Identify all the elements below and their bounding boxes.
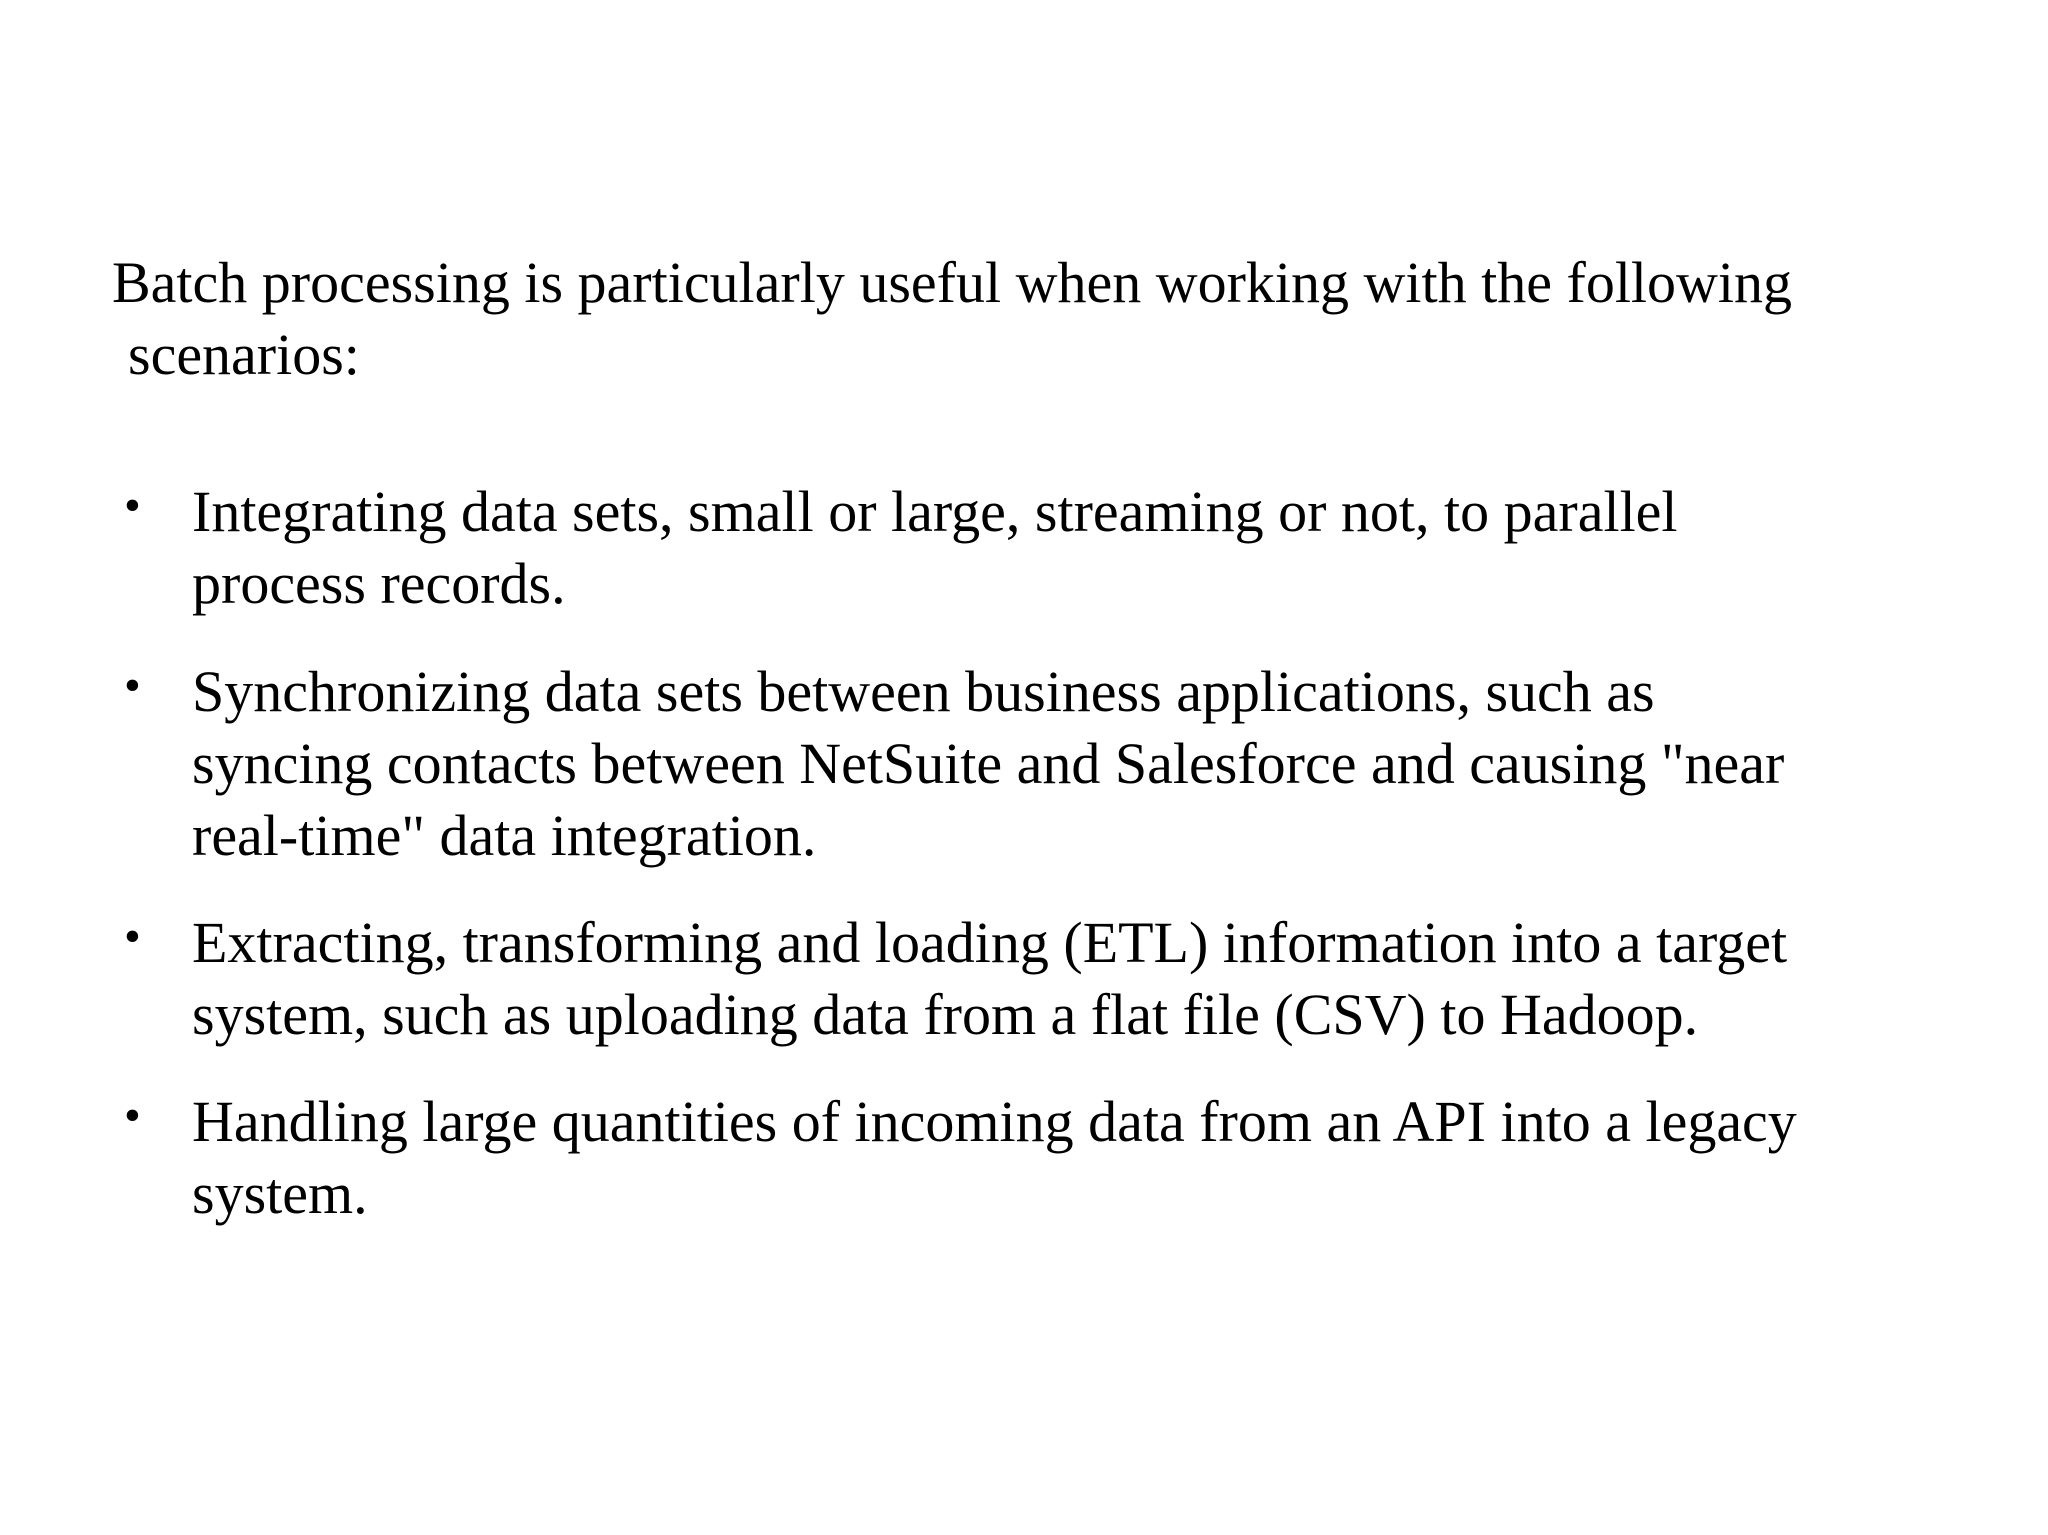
- list-item-line: Integrating data sets, small or large, streaming or not, to parallel: [192, 479, 1678, 544]
- intro-line: Batch processing is particularly useful when working with the following: [112, 250, 1793, 315]
- bullet-icon: •: [124, 479, 141, 532]
- list-item-text: [192, 907, 1992, 1051]
- list-item-text: [192, 1086, 1992, 1230]
- list-item-text: [192, 476, 1992, 620]
- intro-paragraph: [112, 247, 2012, 391]
- list-item-line: system, such as uploading data from a flat file (CSV) to Hadoop.: [192, 982, 1699, 1047]
- list-item-line: syncing contacts between NetSuite and Salesforce and causing "near: [192, 731, 1785, 796]
- bullet-icon: •: [124, 910, 141, 963]
- intro-line: scenarios:: [128, 322, 360, 387]
- list-item-line: Synchronizing data sets between business applications, such as: [192, 659, 1655, 724]
- bullet-icon: •: [124, 1089, 141, 1142]
- list-item-line: process records.: [192, 551, 566, 616]
- bullet-icon: •: [124, 659, 141, 712]
- list-item-line: Extracting, transforming and loading (ETL) information into a target: [192, 910, 1788, 975]
- list-item-line: system.: [192, 1161, 368, 1226]
- list-item-line: Handling large quantities of incoming data from an API into a legacy: [192, 1089, 1797, 1154]
- list-item-line: real-time" data integration.: [192, 803, 817, 868]
- list-item-text: [192, 656, 1992, 872]
